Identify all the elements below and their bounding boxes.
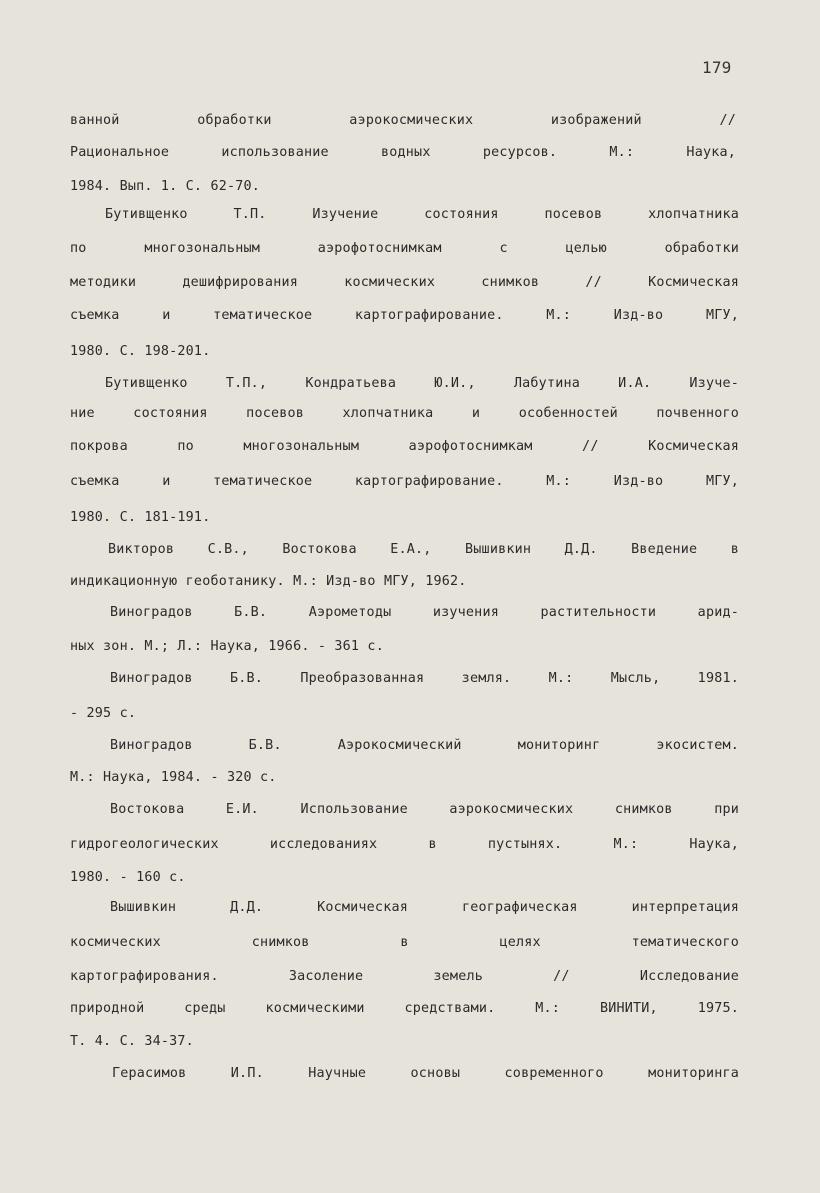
entry-line: Рациональное использование водных ресурсов. М.: Наука, — [70, 145, 736, 160]
entry-line: М.: Наука, 1984. - 320 с. — [70, 770, 277, 785]
entry-line: Востокова Е.И. Использование аэрокосмических снимков при — [110, 802, 739, 817]
entry-line: Виноградов Б.В. Преобразованная земля. М.: Мысль, 1981. — [110, 671, 739, 686]
entry-line: методики дешифрирования космических снимков // Космическая — [70, 275, 739, 290]
entry-line: Викторов С.В., Востокова Е.А., Вышивкин Д.Д. Введение в — [108, 542, 739, 557]
entry-line: покрова по многозональным аэрофотоснимкам // Космическая — [70, 439, 739, 454]
entry-line: - 295 с. — [70, 706, 137, 721]
entry-line: космических снимков в целях тематического — [70, 935, 739, 950]
entry-line: по многозональным аэрофотоснимкам с целью обработки — [70, 241, 739, 256]
entry-line: съемка и тематическое картографирование. М.: Изд-во МГУ, — [70, 308, 739, 323]
entry-line: 1980. С. 198-201. — [70, 344, 211, 359]
entry-line: ванной обработки аэрокосмических изображений // — [70, 113, 736, 128]
entry-line: Бутивщенко Т.П., Кондратьева Ю.И., Лабутина И.А. Изуче- — [105, 376, 739, 391]
entry-line: природной среды космическими средствами. М.: ВИНИТИ, 1975. — [70, 1001, 739, 1016]
entry-line: индикационную геоботанику. М.: Изд-во МГУ, 1962. — [70, 574, 467, 589]
page-number: 179 — [702, 58, 732, 77]
entry-line: Т. 4. С. 34-37. — [70, 1034, 194, 1049]
entry-line: ние состояния посевов хлопчатника и особенностей почвенного — [70, 406, 739, 421]
entry-line: 1984. Вып. 1. С. 62-70. — [70, 179, 261, 194]
entry-line: 1980. - 160 с. — [70, 870, 186, 885]
entry-line: картографирования. Засоление земель // Исследование — [70, 969, 739, 984]
entry-line: ных зон. М.; Л.: Наука, 1966. - 361 с. — [70, 639, 384, 654]
entry-line: Виноградов Б.В. Аэрокосмический мониторинг экосистем. — [110, 738, 739, 753]
entry-line: Герасимов И.П. Научные основы современного мониторинга — [112, 1066, 739, 1081]
entry-line: гидрогеологических исследованиях в пустынях. М.: Наука, — [70, 837, 739, 852]
entry-line: Виноградов Б.В. Аэрометоды изучения растительности арид- — [110, 605, 739, 620]
entry-line: съемка и тематическое картографирование. М.: Изд-во МГУ, — [70, 474, 739, 489]
entry-line: Вышивкин Д.Д. Космическая географическая интерпретация — [110, 900, 739, 915]
entry-line: 1980. С. 181-191. — [70, 510, 211, 525]
entry-line: Бутивщенко Т.П. Изучение состояния посевов хлопчатника — [105, 207, 739, 222]
